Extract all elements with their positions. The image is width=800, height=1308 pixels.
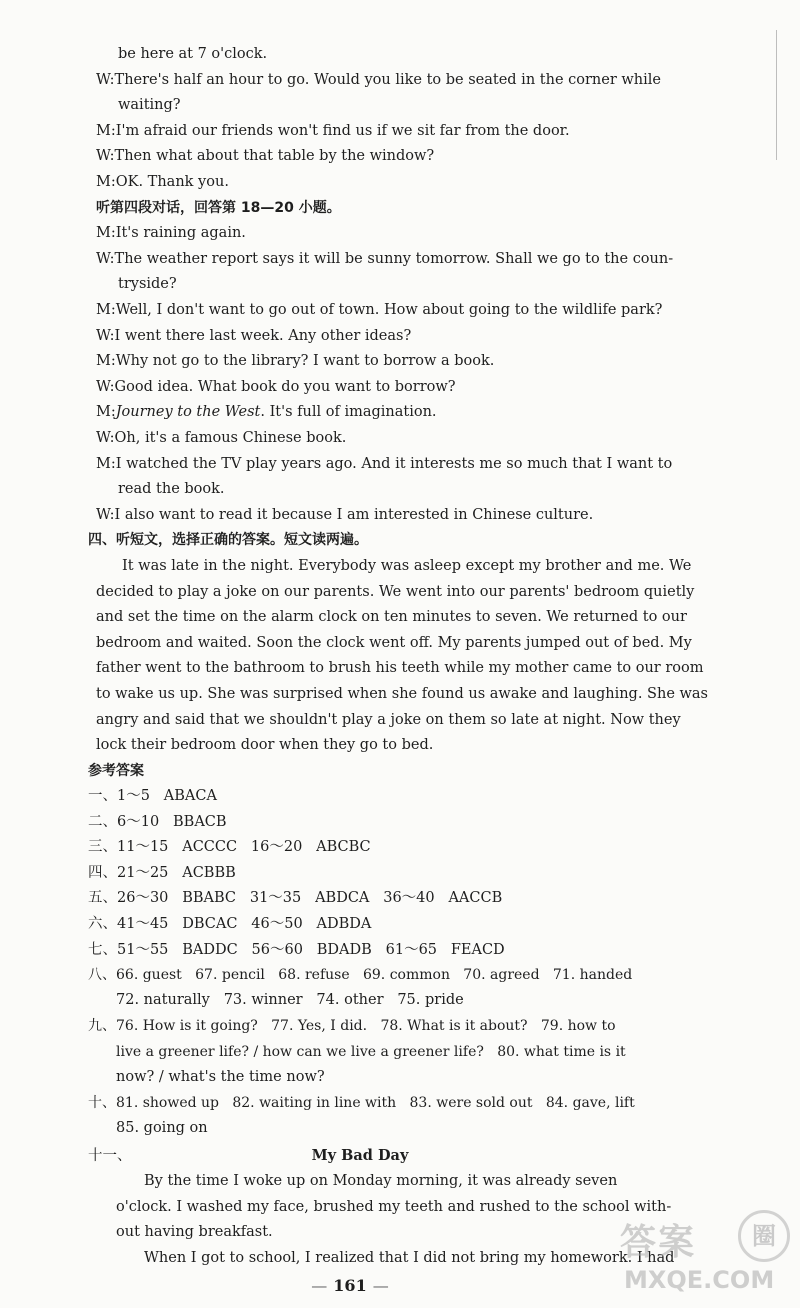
answer-line: 十、81. showed up 82. waiting in line with 83. were sold out 84. gave, lift [88, 1095, 635, 1111]
passage-line: bedroom and waited. Soon the clock went off. My parents jumped out of bed. My [96, 635, 692, 651]
essay-line: o'clock. I washed my face, brushed my teeth and rushed to the school with- [116, 1199, 672, 1215]
dialogue-line: W:I also want to read it because I am interested in Chinese culture. [96, 507, 594, 523]
answer-line: now? / what's the time now? [116, 1069, 325, 1085]
page-number-text: 161 [333, 1276, 367, 1295]
essay-label: 十一、 [88, 1148, 132, 1164]
answer-line: 九、76. How is it going? 77. Yes, I did. 78. What is it about? 79. how to [88, 1018, 616, 1034]
dialogue-line: M:I'm afraid our friends won't find us if we sit far from the door. [96, 123, 570, 139]
dialogue-line: W:The weather report says it will be sunny tomorrow. Shall we go to the coun- [96, 251, 674, 267]
answer-line: 一、1～5 ABACA [88, 788, 217, 804]
dialogue-line: tryside? [118, 276, 177, 292]
answer-line: 七、51～55 BADDC 56～60 BDADB 61～65 FEACD [88, 942, 505, 958]
dialogue-line: W:There's half an hour to go. Would you like to be seated in the corner while [96, 72, 661, 88]
essay-line: out having breakfast. [116, 1224, 273, 1240]
answer-line: 85. going on [116, 1120, 208, 1136]
watermark-circle: 圈 [738, 1210, 790, 1262]
dialogue-line: read the book. [118, 481, 225, 497]
dialogue-line: waiting? [118, 97, 181, 113]
speaker-label: M: [96, 404, 116, 420]
dialogue-line: M:It's raining again. [96, 225, 246, 241]
answer-line: 二、6～10 BBACB [88, 814, 227, 830]
passage-line: to wake us up. She was surprised when she found us awake and laughing. She was [96, 686, 709, 702]
dialogue-line: be here at 7 o'clock. [118, 46, 268, 62]
passage-line: decided to play a joke on our parents. We went into our parents' bedroom quietly [96, 584, 695, 600]
answer-line: 六、41～45 DBCAC 46～50 ADBDA [88, 916, 372, 932]
margin-rule [776, 30, 777, 160]
answer-line: 72. naturally 73. winner 74. other 75. pride [116, 992, 464, 1008]
essay-line: By the time I woke up on Monday morning, it was already seven [144, 1173, 618, 1189]
dialogue-line-book [96, 402, 437, 422]
answers-heading: 参考答案 [88, 763, 144, 779]
watermark [620, 1210, 790, 1300]
essay-line: When I got to school, I realized that I did not bring my homework. I had [144, 1250, 675, 1266]
passage-line: lock their bedroom door when they go to bed. [96, 737, 434, 753]
dialogue-text: . It's full of imagination. [260, 404, 437, 420]
watermark-url: MXQE.COM [624, 1266, 775, 1294]
passage-line: and set the time on the alarm clock on ten minutes to seven. We returned to our [96, 609, 687, 625]
answer-line: 三、11～15 ACCCC 16～20 ABCBC [88, 839, 371, 855]
section-heading: 听第四段对话，回答第 18—20 小题。 [96, 200, 341, 216]
watermark-badge: 答案 [620, 1222, 697, 1263]
book-title: Journey to the West [115, 404, 261, 420]
dialogue-line: M:Well, I don't want to go out of town. How about going to the wildlife park? [96, 302, 663, 318]
passage-line: father went to the bathroom to brush his teeth while my mother came to our room [96, 660, 704, 676]
answer-line: live a greener life? / how can we live a greener life? 80. what time is it [116, 1044, 626, 1060]
page-number: — 161 — [311, 1276, 389, 1295]
dialogue-line: M:Why not go to the library? I want to borrow a book. [96, 353, 495, 369]
passage-line: It was late in the night. Everybody was asleep except my brother and me. We [122, 558, 692, 574]
part-heading: 四、听短文，选择正确的答案。短文读两遍。 [88, 532, 368, 548]
answer-line: 四、21～25 ACBBB [88, 865, 236, 881]
answer-line: 五、26～30 BBABC 31～35 ABDCA 36～40 AACCB [88, 890, 503, 906]
dialogue-line: W:Then what about that table by the window? [96, 148, 435, 164]
answer-line: 八、66. guest 67. pencil 68. refuse 69. common 70. agreed 71. handed [88, 967, 633, 983]
dialogue-line: W:Good idea. What book do you want to borrow? [96, 379, 456, 395]
passage-line: angry and said that we shouldn't play a joke on them so late at night. Now they [96, 712, 681, 728]
dialogue-line: W:I went there last week. Any other ideas? [96, 328, 412, 344]
dialogue-line: W:Oh, it's a famous Chinese book. [96, 430, 347, 446]
essay-title: My Bad Day [311, 1147, 409, 1164]
dialogue-line: M:I watched the TV play years ago. And it interests me so much that I want to [96, 456, 673, 472]
dialogue-line: M:OK. Thank you. [96, 174, 229, 190]
